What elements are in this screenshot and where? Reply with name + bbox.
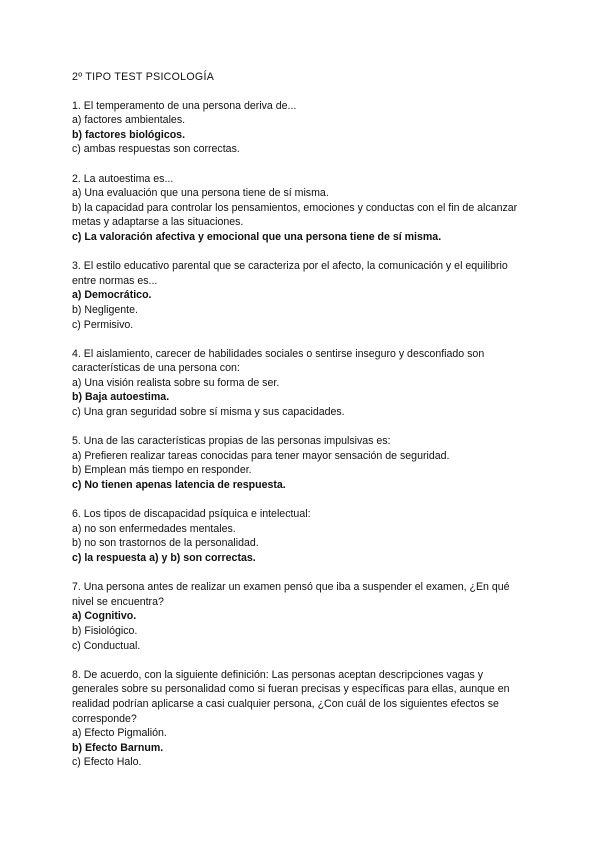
question-stem: 4. El aislamiento, carecer de habilidades sociales o sentirse inseguro y desconfiado son características de una persona con: [72, 347, 485, 375]
option-c: c) Permisivo. [72, 318, 134, 331]
option-c: c) Una gran seguridad sobre sí misma y sus capacidades. [72, 406, 345, 419]
option-b-correct: b) Baja autoestima. [72, 391, 170, 404]
question-stem: 3. El estilo educativo parental que se caracteriza por el afecto, la comunicación y el equilibrio entre normas es... [72, 260, 508, 287]
option-a: a) Prefieren realizar tareas conocidas para tener mayor sensación de seguridad. [72, 449, 450, 462]
question-stem: 5. Una de las características propias de las personas impulsivas es: [72, 435, 391, 448]
question-stem: 8. De acuerdo, con la siguiente definición: Las personas aceptan descripciones vagas y generales sobre su personalidad como si fueran precisas y específicas para ellas, aunque en realidad podrían aplicarse a casi cualquier persona, ¿Con cuál de los siguientes efectos se corresponde? [72, 668, 510, 725]
question-stem: 2. La autoestima es... [72, 172, 174, 185]
question-7 [72, 580, 532, 653]
question-5 [72, 434, 532, 492]
option-a-correct: a) Cognitivo. [72, 610, 137, 623]
question-1 [72, 99, 532, 157]
option-b: b) Fisiológico. [72, 624, 138, 637]
option-c: c) ambas respuestas son correctas. [72, 143, 240, 156]
option-b-correct: b) Efecto Barnum. [72, 741, 164, 754]
option-c-correct: c) la respuesta a) y b) son correctas. [72, 552, 256, 564]
option-a: a) no son enfermedades mentales. [72, 522, 236, 535]
option-a: a) Una evaluación que una persona tiene de sí misma. [72, 187, 329, 200]
question-4 [72, 347, 532, 420]
option-b: b) Emplean más tiempo en responder. [72, 464, 252, 477]
option-a: a) factores ambientales. [72, 114, 186, 127]
document-content [72, 70, 532, 785]
question-stem: 6. Los tipos de discapacidad psíquica e intelectual: [72, 508, 311, 521]
option-c: c) Efecto Halo. [72, 756, 142, 769]
question-6 [72, 507, 532, 565]
question-8 [72, 668, 532, 770]
question-3 [72, 259, 532, 332]
option-a-correct: a) Democrático. [72, 289, 152, 302]
question-2 [72, 172, 532, 245]
question-stem: 7. Una persona antes de realizar un examen pensó que iba a suspender el examen, ¿En qué nivel se encuentra? [72, 581, 510, 608]
option-c: c) Conductual. [72, 639, 141, 652]
option-c-correct: c) La valoración afectiva y emocional que una persona tiene de sí misma. [72, 230, 442, 243]
document-title: 2º TIPO TEST PSICOLOGÍA [72, 71, 215, 83]
option-b-correct: b) factores biológicos. [72, 128, 186, 141]
option-b: b) no son trastornos de la personalidad. [72, 537, 259, 550]
option-a: a) Una visión realista sobre su forma de ser. [72, 376, 280, 389]
option-c-correct: c) No tienen apenas latencia de respuesta. [72, 479, 286, 492]
option-a: a) Efecto Pigmalión. [72, 727, 167, 740]
option-b: b) Negligente. [72, 303, 138, 316]
option-b: b) la capacidad para controlar los pensamientos, emociones y conductas con el fin de alcanzar metas y adaptarse a las situaciones. [72, 201, 518, 229]
question-stem: 1. El temperamento de una persona deriva de... [72, 99, 297, 112]
